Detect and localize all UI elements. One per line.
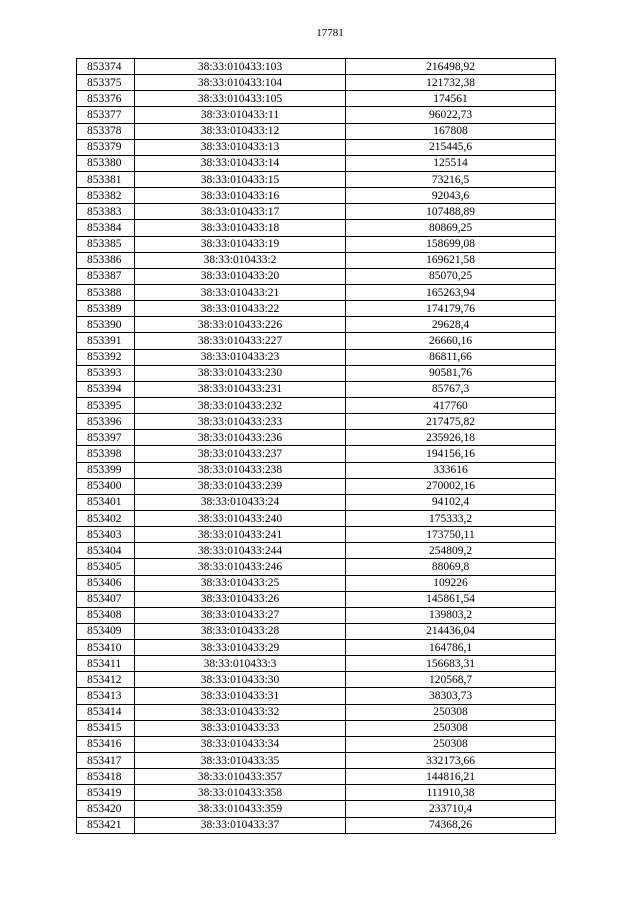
table-row <box>77 817 556 833</box>
cadastral-number-cell: 38:33:010433:29 <box>135 640 346 656</box>
row-id-cell: 853393 <box>77 365 135 381</box>
table-row <box>77 801 556 817</box>
table-row <box>77 397 556 413</box>
cadastral-value-cell: 85767,3 <box>346 381 556 397</box>
row-id-cell: 853392 <box>77 349 135 365</box>
cadastral-number-cell: 38:33:010433:25 <box>135 575 346 591</box>
table-row <box>77 462 556 478</box>
cadastral-number-cell: 38:33:010433:232 <box>135 397 346 413</box>
row-id-cell: 853404 <box>77 543 135 559</box>
table-row <box>77 607 556 623</box>
cadastral-value-cell: 333616 <box>346 462 556 478</box>
cadastral-number-cell: 38:33:010433:16 <box>135 188 346 204</box>
cadastral-value-table <box>76 58 556 834</box>
row-id-cell: 853375 <box>77 75 135 91</box>
table-row <box>77 268 556 284</box>
cadastral-value-cell: 85070,25 <box>346 268 556 284</box>
table-row <box>77 59 556 75</box>
cadastral-number-cell: 38:33:010433:12 <box>135 123 346 139</box>
table-row <box>77 107 556 123</box>
table-row <box>77 656 556 672</box>
row-id-cell: 853420 <box>77 801 135 817</box>
table-row <box>77 688 556 704</box>
row-id-cell: 853397 <box>77 430 135 446</box>
row-id-cell: 853391 <box>77 333 135 349</box>
cadastral-value-cell: 145861,54 <box>346 591 556 607</box>
row-id-cell: 853398 <box>77 446 135 462</box>
row-id-cell: 853394 <box>77 381 135 397</box>
cadastral-number-cell: 38:33:010433:37 <box>135 817 346 833</box>
row-id-cell: 853401 <box>77 494 135 510</box>
row-id-cell: 853390 <box>77 317 135 333</box>
cadastral-number-cell: 38:33:010433:22 <box>135 301 346 317</box>
row-id-cell: 853387 <box>77 268 135 284</box>
cadastral-number-cell: 38:33:010433:15 <box>135 171 346 187</box>
table-row <box>77 284 556 300</box>
row-id-cell: 853416 <box>77 736 135 752</box>
cadastral-value-cell: 80869,25 <box>346 220 556 236</box>
table-row <box>77 623 556 639</box>
table-row <box>77 559 556 575</box>
cadastral-value-cell: 233710,4 <box>346 801 556 817</box>
cadastral-number-cell: 38:33:010433:105 <box>135 91 346 107</box>
row-id-cell: 853409 <box>77 623 135 639</box>
row-id-cell: 853417 <box>77 753 135 769</box>
cadastral-value-cell: 250308 <box>346 720 556 736</box>
cadastral-number-cell: 38:33:010433:33 <box>135 720 346 736</box>
cadastral-number-cell: 38:33:010433:21 <box>135 284 346 300</box>
row-id-cell: 853388 <box>77 284 135 300</box>
cadastral-value-cell: 29628,4 <box>346 317 556 333</box>
cadastral-number-cell: 38:33:010433:357 <box>135 769 346 785</box>
cadastral-value-cell: 86811,66 <box>346 349 556 365</box>
cadastral-value-cell: 107488,89 <box>346 204 556 220</box>
row-id-cell: 853411 <box>77 656 135 672</box>
table-row <box>77 252 556 268</box>
cadastral-number-cell: 38:33:010433:11 <box>135 107 346 123</box>
table-row <box>77 785 556 801</box>
row-id-cell: 853389 <box>77 301 135 317</box>
table-row <box>77 155 556 171</box>
cadastral-value-cell: 90581,76 <box>346 365 556 381</box>
table-row <box>77 704 556 720</box>
table-row <box>77 753 556 769</box>
table-row <box>77 414 556 430</box>
cadastral-number-cell: 38:33:010433:23 <box>135 349 346 365</box>
cadastral-number-cell: 38:33:010433:240 <box>135 510 346 526</box>
table-row <box>77 188 556 204</box>
cadastral-number-cell: 38:33:010433:18 <box>135 220 346 236</box>
row-id-cell: 853418 <box>77 769 135 785</box>
table-row <box>77 575 556 591</box>
row-id-cell: 853376 <box>77 91 135 107</box>
cadastral-number-cell: 38:33:010433:30 <box>135 672 346 688</box>
row-id-cell: 853379 <box>77 139 135 155</box>
cadastral-value-cell: 235926,18 <box>346 430 556 446</box>
table-row <box>77 333 556 349</box>
row-id-cell: 853412 <box>77 672 135 688</box>
row-id-cell: 853381 <box>77 171 135 187</box>
row-id-cell: 853380 <box>77 155 135 171</box>
cadastral-number-cell: 38:33:010433:241 <box>135 527 346 543</box>
table-row <box>77 527 556 543</box>
cadastral-value-cell: 144816,21 <box>346 769 556 785</box>
cadastral-value-cell: 38303,73 <box>346 688 556 704</box>
cadastral-value-cell: 173750,11 <box>346 527 556 543</box>
cadastral-value-cell: 109226 <box>346 575 556 591</box>
row-id-cell: 853396 <box>77 414 135 430</box>
row-id-cell: 853385 <box>77 236 135 252</box>
row-id-cell: 853382 <box>77 188 135 204</box>
cadastral-number-cell: 38:33:010433:20 <box>135 268 346 284</box>
cadastral-value-cell: 217475,82 <box>346 414 556 430</box>
cadastral-value-cell: 250308 <box>346 704 556 720</box>
cadastral-number-cell: 38:33:010433:231 <box>135 381 346 397</box>
table-row <box>77 736 556 752</box>
cadastral-value-cell: 73216,5 <box>346 171 556 187</box>
cadastral-value-cell: 417760 <box>346 397 556 413</box>
cadastral-number-cell: 38:33:010433:24 <box>135 494 346 510</box>
table-row <box>77 91 556 107</box>
table-row <box>77 478 556 494</box>
table-row <box>77 349 556 365</box>
row-id-cell: 853405 <box>77 559 135 575</box>
table-row <box>77 317 556 333</box>
table-row <box>77 171 556 187</box>
table-row <box>77 204 556 220</box>
row-id-cell: 853406 <box>77 575 135 591</box>
row-id-cell: 853408 <box>77 607 135 623</box>
cadastral-value-cell: 174561 <box>346 91 556 107</box>
cadastral-value-cell: 121732,38 <box>346 75 556 91</box>
cadastral-value-cell: 88069,8 <box>346 559 556 575</box>
table-row <box>77 769 556 785</box>
row-id-cell: 853386 <box>77 252 135 268</box>
cadastral-value-cell: 156683,31 <box>346 656 556 672</box>
cadastral-value-cell: 164786,1 <box>346 640 556 656</box>
row-id-cell: 853410 <box>77 640 135 656</box>
table-row <box>77 220 556 236</box>
cadastral-value-cell: 174179,76 <box>346 301 556 317</box>
cadastral-value-cell: 165263,94 <box>346 284 556 300</box>
cadastral-number-cell: 38:33:010433:103 <box>135 59 346 75</box>
table-row <box>77 236 556 252</box>
cadastral-number-cell: 38:33:010433:13 <box>135 139 346 155</box>
table-row <box>77 640 556 656</box>
cadastral-number-cell: 38:33:010433:238 <box>135 462 346 478</box>
table-row <box>77 75 556 91</box>
table-row <box>77 139 556 155</box>
table-row <box>77 301 556 317</box>
cadastral-number-cell: 38:33:010433:19 <box>135 236 346 252</box>
table-row <box>77 381 556 397</box>
cadastral-number-cell: 38:33:010433:237 <box>135 446 346 462</box>
cadastral-value-cell: 254809,2 <box>346 543 556 559</box>
row-id-cell: 853374 <box>77 59 135 75</box>
cadastral-value-cell: 139803,2 <box>346 607 556 623</box>
cadastral-number-cell: 38:33:010433:28 <box>135 623 346 639</box>
cadastral-number-cell: 38:33:010433:226 <box>135 317 346 333</box>
cadastral-number-cell: 38:33:010433:227 <box>135 333 346 349</box>
table-row <box>77 365 556 381</box>
cadastral-value-cell: 94102,4 <box>346 494 556 510</box>
row-id-cell: 853415 <box>77 720 135 736</box>
row-id-cell: 853378 <box>77 123 135 139</box>
cadastral-value-cell: 26660,16 <box>346 333 556 349</box>
page-number: 17781 <box>316 27 344 39</box>
cadastral-value-cell: 270002,16 <box>346 478 556 494</box>
cadastral-value-cell: 120568,7 <box>346 672 556 688</box>
cadastral-value-cell: 194156,16 <box>346 446 556 462</box>
table-row <box>77 123 556 139</box>
table-row <box>77 591 556 607</box>
row-id-cell: 853413 <box>77 688 135 704</box>
cadastral-value-cell: 214436,04 <box>346 623 556 639</box>
row-id-cell: 853384 <box>77 220 135 236</box>
row-id-cell: 853400 <box>77 478 135 494</box>
cadastral-number-cell: 38:33:010433:104 <box>135 75 346 91</box>
cadastral-number-cell: 38:33:010433:26 <box>135 591 346 607</box>
cadastral-value-cell: 167808 <box>346 123 556 139</box>
table-row <box>77 543 556 559</box>
cadastral-number-cell: 38:33:010433:31 <box>135 688 346 704</box>
cadastral-number-cell: 38:33:010433:2 <box>135 252 346 268</box>
cadastral-number-cell: 38:33:010433:239 <box>135 478 346 494</box>
cadastral-number-cell: 38:33:010433:233 <box>135 414 346 430</box>
table-row <box>77 510 556 526</box>
row-id-cell: 853395 <box>77 397 135 413</box>
cadastral-number-cell: 38:33:010433:14 <box>135 155 346 171</box>
table-row <box>77 720 556 736</box>
table-body <box>77 59 556 834</box>
table-row <box>77 494 556 510</box>
cadastral-number-cell: 38:33:010433:246 <box>135 559 346 575</box>
row-id-cell: 853402 <box>77 510 135 526</box>
cadastral-number-cell: 38:33:010433:359 <box>135 801 346 817</box>
cadastral-value-cell: 332173,66 <box>346 753 556 769</box>
cadastral-value-cell: 175333,2 <box>346 510 556 526</box>
cadastral-value-cell: 92043,6 <box>346 188 556 204</box>
cadastral-value-cell: 216498,92 <box>346 59 556 75</box>
row-id-cell: 853421 <box>77 817 135 833</box>
cadastral-number-cell: 38:33:010433:35 <box>135 753 346 769</box>
cadastral-value-cell: 111910,38 <box>346 785 556 801</box>
cadastral-value-cell: 215445,6 <box>346 139 556 155</box>
table-row <box>77 430 556 446</box>
row-id-cell: 853403 <box>77 527 135 543</box>
cadastral-number-cell: 38:33:010433:236 <box>135 430 346 446</box>
cadastral-number-cell: 38:33:010433:358 <box>135 785 346 801</box>
row-id-cell: 853414 <box>77 704 135 720</box>
row-id-cell: 853377 <box>77 107 135 123</box>
table-row <box>77 672 556 688</box>
row-id-cell: 853399 <box>77 462 135 478</box>
cadastral-number-cell: 38:33:010433:244 <box>135 543 346 559</box>
cadastral-number-cell: 38:33:010433:27 <box>135 607 346 623</box>
row-id-cell: 853407 <box>77 591 135 607</box>
cadastral-number-cell: 38:33:010433:3 <box>135 656 346 672</box>
cadastral-value-cell: 250308 <box>346 736 556 752</box>
table-row <box>77 446 556 462</box>
cadastral-value-cell: 158699,08 <box>346 236 556 252</box>
row-id-cell: 853383 <box>77 204 135 220</box>
cadastral-number-cell: 38:33:010433:230 <box>135 365 346 381</box>
cadastral-value-cell: 125514 <box>346 155 556 171</box>
row-id-cell: 853419 <box>77 785 135 801</box>
cadastral-value-cell: 96022,73 <box>346 107 556 123</box>
cadastral-number-cell: 38:33:010433:17 <box>135 204 346 220</box>
cadastral-number-cell: 38:33:010433:34 <box>135 736 346 752</box>
cadastral-value-cell: 74368,26 <box>346 817 556 833</box>
cadastral-number-cell: 38:33:010433:32 <box>135 704 346 720</box>
cadastral-value-cell: 169621,58 <box>346 252 556 268</box>
